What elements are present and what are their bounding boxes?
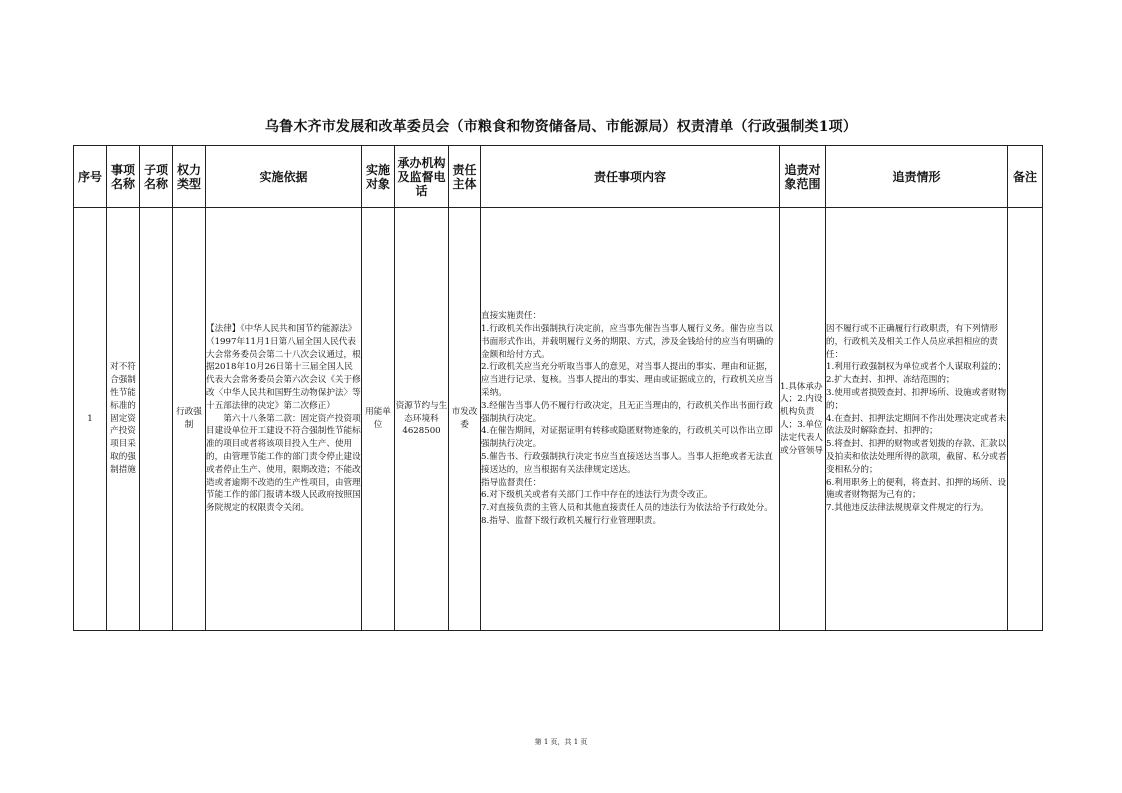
- basis-article: 第六十八条第二款：固定资产投资项目建设单位开工建设不符合强制性节能标准的项目或者将该项目投入生产、使用的，由管理节能工作的部门责令停止建设或者停止生产、使用，限期改造；不能改造或者逾期不改造的生产性项目，由管理节能工作的部门报请本级人民政府按照国务院规定的权限责令关闭。: [206, 413, 361, 514]
- header-basis: 实施依据: [206, 146, 362, 208]
- situation-line: 因不履行或不正确履行行政职责，有下列情形的，行政机关及相关工作人员应承担相应的责任：: [826, 324, 998, 360]
- cell-seq: 1: [74, 208, 107, 631]
- situation-line: 5.将查封、扣押的财物或者划拨的存款、汇款以及拍卖和依法处理所得的款项，截留、私分或者变相私分的；: [826, 439, 1007, 475]
- header-remarks: 备注: [1008, 146, 1043, 208]
- agency-phone: 4628500: [402, 426, 441, 437]
- situation-line: 6.利用职务上的便利，将查封、扣押的场所、设施或者财物据为己有的；: [826, 477, 1007, 501]
- cell-agency: [395, 208, 449, 631]
- duty-line: 3.经催告当事人仍不履行行政决定，且无正当理由的，行政机关作出书面行政强制执行决定。: [481, 400, 773, 424]
- header-sub-item: 子项名称: [140, 146, 173, 208]
- header-target: 实施对象: [362, 146, 395, 208]
- cell-target: 用能单位: [362, 208, 395, 631]
- cell-situations: [826, 208, 1008, 631]
- header-seq: 序号: [74, 146, 107, 208]
- duty-line: 2.行政机关应当充分听取当事人的意见，对当事人提出的事实、理由和证据，应当进行记录、复核。当事人提出的事实、理由或证据成立的，行政机关应当采纳。: [481, 362, 774, 398]
- basis-law: 【法律】《中华人民共和国节约能源法》（1997年11月1日第八届全国人民代表大会常务委员会第二十八次会议通过，根据2018年10月26日第十三届全国人民代表大会常务委员会第六次会议《关于修改〈中华人民共和国野生动物保护法〉等十五部法律的决定》第二次修正）: [206, 324, 361, 411]
- duty-line: 直接实施责任：: [481, 311, 542, 322]
- header-power-type: 权力类型: [173, 146, 206, 208]
- cell-power-type: 行政强制: [173, 208, 206, 631]
- header-scope: 追责对象范围: [780, 146, 826, 208]
- header-subject: 责任主体: [449, 146, 481, 208]
- situation-line: 1.利用行政强制权为单位或者个人谋取利益的；: [826, 362, 1007, 373]
- agency-name: 资源节约与生态环境科: [395, 400, 448, 424]
- situation-line: 2.扩大查封、扣押、冻结范围的；: [826, 375, 955, 386]
- cell-basis: [206, 208, 362, 631]
- header-item-name: 事项名称: [107, 146, 140, 208]
- cell-scope: 1.具体承办人；2.内设机构负责人；3.单位法定代表人或分管领导: [780, 208, 826, 631]
- cell-remarks: [1008, 208, 1043, 631]
- header-agency: 承办机构及监督电话: [395, 146, 449, 208]
- duty-line: 8.指导、监督下级行政机关履行行业管理职责。: [481, 515, 662, 526]
- duty-line: 1.行政机关作出强制执行决定前，应当事先催告当事人履行义务。催告应当以书面形式作出，并载明履行义务的期限、方式，涉及金钱给付的应当有明确的金额和给付方式。: [481, 324, 774, 360]
- situation-line: 4.在查封、扣押法定期间不作出处理决定或者未依法及时解除查封、扣押的；: [826, 413, 1007, 437]
- situation-line: 7.其他违反法律法规规章文件规定的行为。: [826, 503, 989, 514]
- header-duties: 责任事项内容: [481, 146, 780, 208]
- page-footer: 第 1 页，共 1 页: [534, 738, 588, 746]
- duty-line: 7.对直接负责的主管人员和其他直接责任人员的违法行为依法给予行政处分。: [481, 503, 773, 514]
- power-list-table: [73, 145, 1043, 631]
- duty-line: 6.对下级机关或者有关部门工作中存在的违法行为责令改正。: [481, 490, 713, 501]
- table-row: [74, 208, 1043, 631]
- header-row: [74, 146, 1043, 208]
- cell-subject: 市发改委: [449, 208, 481, 631]
- cell-item-name: 对不符合强制性节能标准的固定资产投资项目采取的强制措施: [107, 208, 140, 631]
- duty-line: 5.催告书、行政强制执行决定书应当直接送达当事人。当事人拒绝或者无法直接送达的，应当根据有关法律规定送达。: [481, 451, 773, 475]
- cell-sub-item: [140, 208, 173, 631]
- situation-line: 3.使用或者损毁查封、扣押场所、设施或者财物的；: [826, 388, 1007, 411]
- page-title: 乌鲁木齐市发展和改革委员会（市粮食和物资储备局、市能源局）权责清单（行政强制类1项）: [264, 119, 858, 135]
- duty-line: 4.在催告期间，对证据证明有转移或隐匿财物迹象的，行政机关可以作出立即强制执行决定。: [481, 426, 773, 450]
- cell-duties: [481, 208, 780, 631]
- header-situations: 追责情形: [826, 146, 1008, 208]
- duty-line: 指导监督责任：: [481, 477, 542, 488]
